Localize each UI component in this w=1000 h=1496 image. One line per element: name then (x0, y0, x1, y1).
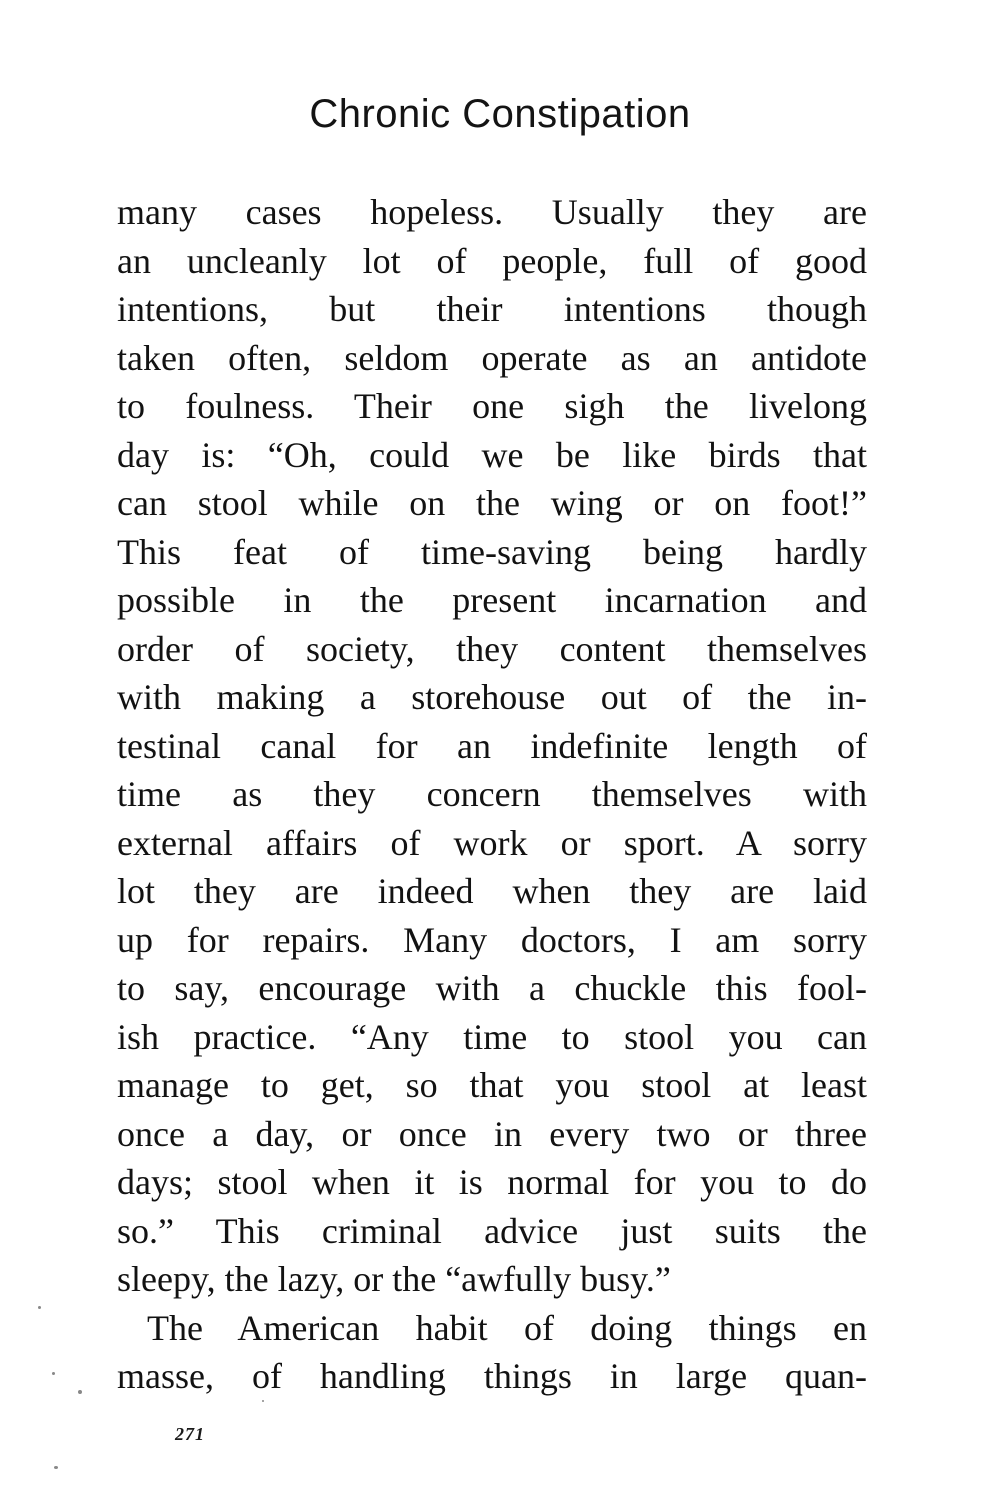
scan-speck (54, 1466, 58, 1469)
text-line: external affairs of work or sport. A sorry (117, 822, 867, 863)
body-text (117, 188, 867, 1401)
scan-speck (38, 1306, 41, 1309)
text-line: up for repairs. Many doctors, I am sorry (117, 919, 867, 960)
text-line: can stool while on the wing or on foot!” (117, 483, 867, 523)
page-number: 271 (175, 1424, 205, 1444)
text-line: lot they are indeed when they are laid (117, 871, 867, 911)
text-line: days; stool when it is normal for you to do (117, 1162, 867, 1202)
text-line: day is: “Oh, could we be like birds that (117, 434, 867, 475)
paragraph (117, 1304, 867, 1401)
text-line: order of society, they content themselves (117, 628, 867, 669)
scan-speck (52, 1372, 55, 1375)
text-line: to foulness. Their one sigh the livelong (117, 386, 867, 426)
text-line: taken often, seldom operate as an antidote (117, 337, 867, 378)
scan-speck (262, 1400, 264, 1402)
text-line: masse, of handling things in large quan- (117, 1356, 867, 1396)
text-line: sleepy, the lazy, or the “awfully busy.” (117, 1259, 671, 1299)
text-line: This feat of time-saving being hardly (117, 531, 867, 572)
paragraph (117, 188, 867, 1304)
text-line: possible in the present incarnation and (117, 580, 867, 620)
text-line: to say, encourage with a chuckle this fool- (117, 968, 867, 1008)
text-line: with making a storehouse out of the in- (117, 677, 867, 717)
text-line: intentions, but their intentions though (117, 289, 867, 329)
text-line: many cases hopeless. Usually they are (117, 192, 867, 232)
text-line: testinal canal for an indefinite length of (117, 725, 867, 766)
scan-speck (78, 1390, 82, 1394)
text-line: an uncleanly lot of people, full of good (117, 240, 867, 281)
text-line: ish practice. “Any time to stool you can (117, 1016, 867, 1057)
text-line: once a day, or once in every two or three (117, 1113, 867, 1154)
text-line: so.” This criminal advice just suits the (117, 1210, 867, 1251)
text-line: The American habit of doing things en (147, 1307, 867, 1348)
running-head: Chronic Constipation (309, 92, 691, 136)
text-line: manage to get, so that you stool at least (117, 1065, 867, 1105)
text-line: time as they concern themselves with (117, 774, 867, 814)
